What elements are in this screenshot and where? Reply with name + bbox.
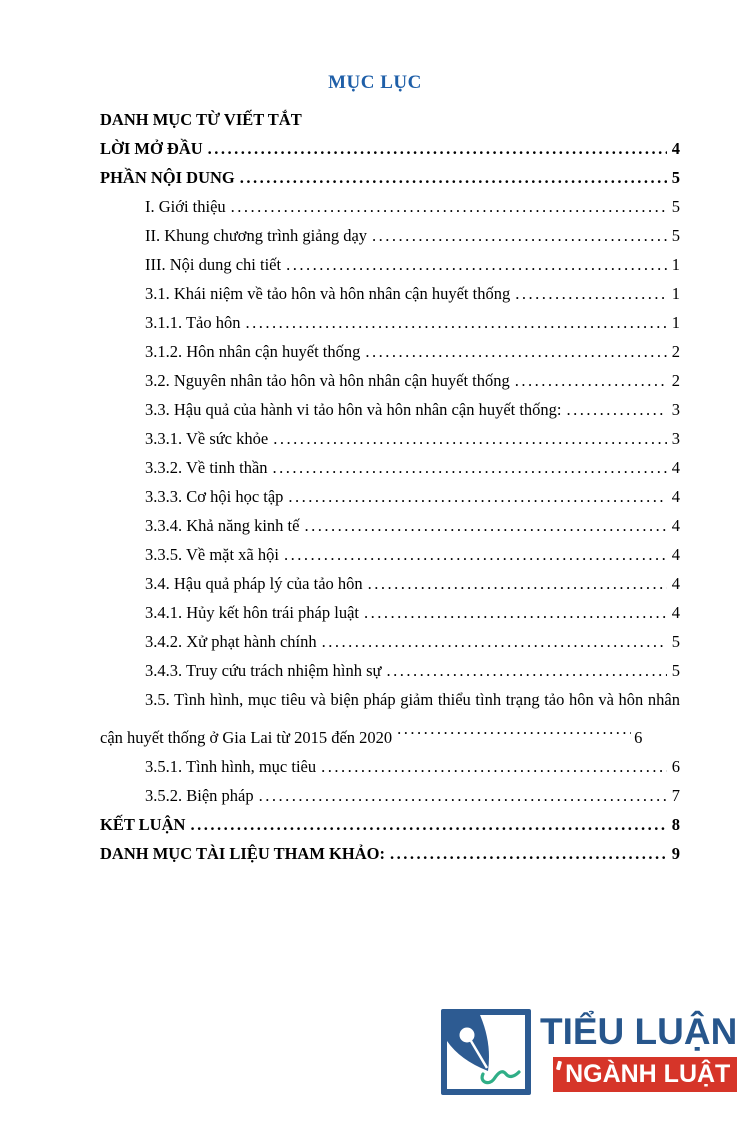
toc-entry-label: KẾT LUẬN <box>100 815 186 834</box>
toc-entry-label: DANH MỤC TỪ VIẾT TẮT <box>100 110 302 129</box>
dot-leader <box>567 395 667 424</box>
toc-entry <box>100 482 680 511</box>
fountain-pen-icon <box>441 1009 531 1095</box>
toc-entry-page: 4 <box>671 139 680 158</box>
toc-entry <box>100 424 680 453</box>
toc-entry <box>100 453 680 482</box>
dot-leader <box>321 752 667 781</box>
dot-leader <box>322 627 667 656</box>
toc-entry-label: 3.4.1. Hủy kết hôn trái pháp luật <box>145 603 360 622</box>
toc-entry-page: 5 <box>671 661 680 680</box>
brand-logo <box>441 1009 737 1095</box>
dot-leader <box>245 308 667 337</box>
toc-entry-page: 5 <box>671 226 680 245</box>
dot-leader <box>286 250 667 279</box>
dot-leader <box>240 163 667 192</box>
dot-leader <box>190 810 667 839</box>
toc-entry-page: 5 <box>671 632 680 651</box>
toc-entry <box>100 134 680 163</box>
dot-leader <box>208 134 667 163</box>
dot-leader <box>364 598 667 627</box>
dot-leader <box>273 424 667 453</box>
toc-entry <box>100 752 680 781</box>
dot-leader <box>387 656 667 685</box>
toc-entry-label: 3.4.3. Truy cứu trách nhiệm hình sự <box>145 661 382 680</box>
toc-entry <box>100 366 680 395</box>
toc-entry-page: 4 <box>671 516 680 535</box>
dot-leader <box>397 714 631 743</box>
dot-leader <box>284 540 667 569</box>
dot-leader <box>231 192 667 221</box>
logo-text <box>540 1009 737 1092</box>
logo-badge <box>553 1057 737 1092</box>
toc-entry-label: 3.4. Hậu quả pháp lý của tảo hôn <box>145 574 363 593</box>
toc-entry-page: 7 <box>671 786 680 805</box>
document-page <box>0 72 750 1130</box>
toc-entry <box>100 395 680 424</box>
toc-entry-page: 6 <box>671 757 680 776</box>
toc-entry-page: 4 <box>671 458 680 477</box>
toc-entry-page: 1 <box>671 313 680 332</box>
toc-entry <box>100 192 680 221</box>
toc-entry-page: 1 <box>671 255 680 274</box>
logo-tick-mark <box>556 1061 562 1071</box>
toc-entry <box>100 221 680 250</box>
toc-entry-page: 3 <box>671 429 680 448</box>
page-title: MỤC LỤC <box>328 72 422 93</box>
toc-entry-page: 4 <box>671 487 680 506</box>
toc-entry-page: 4 <box>671 574 680 593</box>
toc-entry <box>100 685 680 752</box>
toc-entry-label: DANH MỤC TÀI LIỆU THAM KHẢO: <box>100 844 385 863</box>
toc-entry <box>100 656 680 685</box>
toc-entry <box>100 163 680 192</box>
dot-leader <box>288 482 667 511</box>
toc-entry-page: 5 <box>671 168 680 187</box>
toc-entry-label: II. Khung chương trình giảng dạy <box>145 226 368 245</box>
toc-entry-page: 8 <box>671 815 680 834</box>
toc-entry-page: 2 <box>671 342 680 361</box>
toc-entry <box>100 511 680 540</box>
dot-leader <box>372 221 667 250</box>
toc-entry-page: 6 <box>634 728 643 747</box>
toc-entry-label: 3.3. Hậu quả của hành vi tảo hôn và hôn nhân cận huyết thống: <box>145 400 562 419</box>
toc-entry <box>100 105 680 134</box>
toc-entry-label: 3.5. Tình hình, mục tiêu và biện pháp giảm thiểu tình trạng tảo hôn và hôn nhân cận huyết thống ở Gia Lai từ 2015 đến 2020 <box>100 690 680 747</box>
toc-entry-label: PHẦN NỘI DUNG <box>100 168 235 187</box>
dot-leader <box>390 839 667 868</box>
toc-entry-label: 3.3.4. Khả năng kinh tế <box>145 516 300 535</box>
logo-subtitle: NGÀNH LUẬT <box>565 1060 731 1088</box>
toc-entry-label: 3.3.1. Về sức khỏe <box>145 429 269 448</box>
toc-entry-label: LỜI MỞ ĐẦU <box>100 139 203 158</box>
dot-leader <box>368 569 667 598</box>
toc-entry-page: 4 <box>671 545 680 564</box>
toc-entry-page: 1 <box>671 284 680 303</box>
toc-entry-label: 3.1.1. Tảo hôn <box>145 313 241 332</box>
toc-entry <box>100 781 680 810</box>
toc-entry <box>100 308 680 337</box>
toc-entry <box>100 839 680 868</box>
dot-leader <box>304 511 667 540</box>
toc-entry-label: III. Nội dung chi tiết <box>145 255 282 274</box>
toc-entry <box>100 598 680 627</box>
toc-entry <box>100 540 680 569</box>
dot-leader <box>515 366 667 395</box>
toc-entry <box>100 569 680 598</box>
toc-entry-label: 3.5.2. Biện pháp <box>145 786 254 805</box>
logo-title: TIỂU LUẬN <box>540 1011 738 1052</box>
toc-entry-label: 3.1. Khái niệm về tảo hôn và hôn nhân cận huyết thống <box>145 284 511 303</box>
toc-entry <box>100 279 680 308</box>
toc-entry-label: 3.5.1. Tình hình, mục tiêu <box>145 757 317 776</box>
toc-entry-label: 3.1.2. Hôn nhân cận huyết thống <box>145 342 361 361</box>
toc-entry-label: 3.3.5. Về mặt xã hội <box>145 545 279 564</box>
dot-leader <box>365 337 667 366</box>
dot-leader <box>273 453 667 482</box>
dot-leader <box>515 279 667 308</box>
toc-entry-label: 3.4.2. Xử phạt hành chính <box>145 632 317 651</box>
toc-entry-page: 5 <box>671 197 680 216</box>
toc-entry-page: 2 <box>671 371 680 390</box>
toc-entry-label: 3.3.2. Về tinh thần <box>145 458 268 477</box>
toc-entry <box>100 337 680 366</box>
toc-entry <box>100 250 680 279</box>
toc-entry <box>100 627 680 656</box>
dot-leader <box>259 781 667 810</box>
toc-entry-label: 3.2. Nguyên nhân tảo hôn và hôn nhân cận huyết thống <box>145 371 510 390</box>
toc-entry-page: 4 <box>671 603 680 622</box>
toc-entry-label: I. Giới thiệu <box>145 197 226 216</box>
toc-list <box>0 105 750 868</box>
toc-entry-page: 9 <box>671 844 680 863</box>
toc-entry-page: 3 <box>671 400 680 419</box>
toc-entry <box>100 810 680 839</box>
toc-entry-label: 3.3.3. Cơ hội học tập <box>145 487 284 506</box>
